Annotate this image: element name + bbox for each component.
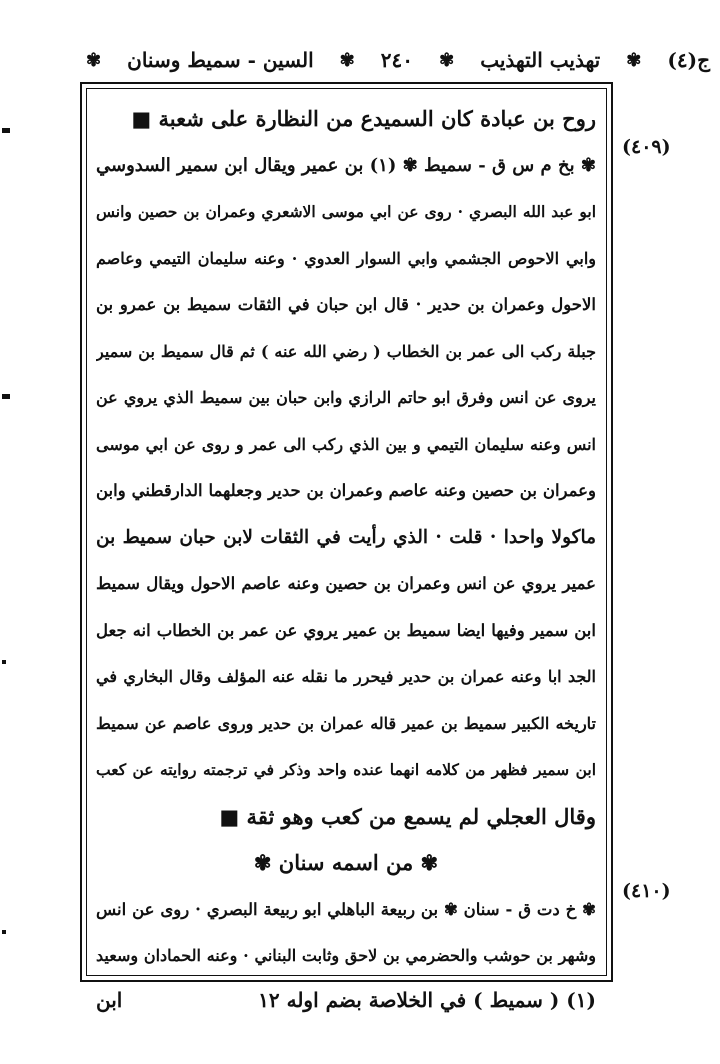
text-line: وشهر بن حوشب والحضرمي بن لاحق وثابت البناني · وعنه الحمادان وسعيد (96, 946, 596, 965)
page-number: ٢٤٠ (380, 48, 414, 72)
text-line: تاريخه الكبير سميط بن عمير قاله عمران بن حدير وروى عاصم عن سميط (96, 713, 596, 733)
text-line: ابن سمير وفيها ايضا سميط بن عمير يروي عن عمر بن الخطاب انه جعل (96, 620, 596, 640)
ornament-icon: ✾ (339, 49, 355, 71)
catchword: ابن (96, 988, 123, 1012)
text-line: وقال العجلي لم يسمع من كعب وهو ثقة ■ (219, 803, 596, 829)
text-line: ✾ بخ م س ق - سميط ✾ (١) بن عمير ويقال ابن سمير السدوسي (96, 154, 596, 176)
text-line: جبلة ركب الى عمر بن الخطاب ( رضي الله عنه ) ثم قال سميط بن سمير (96, 341, 596, 361)
text-line: ✾ خ دت ق - سنان ✾ بن ربيعة الباهلي ابو ربيعة البصري · روى عن انس (96, 899, 596, 919)
ornament-icon: ✾ (86, 49, 102, 71)
text-line: الاحول وعمران بن حدير · قال ابن حبان في الثقات سميط بن عمرو بن (96, 295, 596, 314)
section-heading: ✾ من اسمه سنان ✾ (253, 850, 439, 875)
text-line: روح بن عبادة كان السميدع من النظارة على شعبة ■ (131, 106, 596, 131)
margin-mark (2, 930, 6, 934)
page-footer (96, 988, 596, 1012)
text-line: الجد ابا وعنه عمران بن حدير فيحرر ما نقله عنه المؤلف وقال البخاري في (96, 667, 596, 686)
text-line: ابو عبد الله البصري · روى عن ابي موسى الاشعري وعمران بن حصين وانس (96, 202, 596, 221)
entry-number: (٤٠٩) (622, 136, 671, 158)
margin-mark (2, 394, 10, 399)
margin-mark (2, 128, 10, 133)
footnote: (١) ( سميط ) في الخلاصة بضم اوله ١٢ (258, 988, 596, 1012)
text-line: عمير يروي عن انس وعمران بن حصين وعنه عاصم الاحول ويقال سميط (96, 574, 596, 593)
text-line: وابي الاحوص الجشمي وابي السوار العدوي · وعنه سليمان التيمي وعاصم (96, 248, 596, 268)
running-header (82, 38, 710, 82)
entry-number: (٤١٠) (622, 880, 671, 902)
body-text (96, 96, 596, 980)
ornament-icon: ✾ (439, 49, 455, 71)
book-title: تهذيب التهذيب (480, 48, 601, 72)
text-line: ماكولا واحدا · قلت · الذي رأيت في الثقات لابن حبان سميط بن (96, 526, 596, 548)
volume-label: ج(٤) (667, 48, 710, 72)
text-line: ابن سمير فظهر من كلامه انهما عنده واحد وذكر في ترجمته روايته عن كعب (96, 760, 596, 779)
section-title: السين - سميط وسنان (127, 48, 314, 72)
ornament-icon: ✾ (626, 49, 642, 71)
text-line: انس وعنه سليمان التيمي و بين الذي ركب الى عمر و روى عن ابي موسى (96, 434, 596, 454)
text-line: وعمران بن حصين وعنه عاصم وعمران بن حدير وجعلهما الدارقطني وابن (96, 481, 596, 500)
text-line: يروى عن انس وفرق ابو حاتم الرازي وابن حبان بين سميط الذي يروي عن (96, 388, 596, 407)
margin-mark (2, 660, 6, 664)
